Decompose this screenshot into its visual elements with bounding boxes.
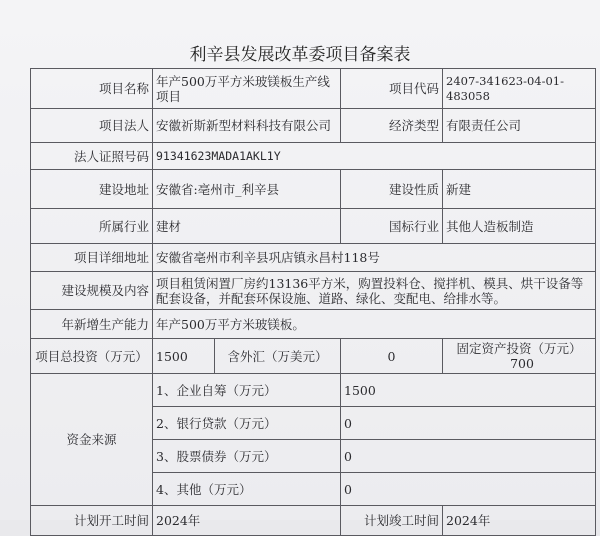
scale-label: 建设规模及内容 [31,272,153,310]
national-industry-value: 其他人造板制造 [443,209,596,244]
end-time-label: 计划竣工时间 [341,506,443,536]
capacity-label: 年新增生产能力 [31,310,153,339]
legal-entity-label: 项目法人 [31,109,153,143]
detail-address-value: 安徽省亳州市利辛县巩店镇永昌村118号 [153,244,596,272]
industry-label: 所属行业 [31,209,153,244]
industry-value: 建材 [153,209,341,244]
location-label: 建设地址 [31,170,153,209]
funding-item-label: 1、企业自筹（万元） [153,374,341,407]
funding-label: 资金来源 [31,374,153,506]
project-name-label: 项目名称 [31,69,153,109]
fixed-investment-value: 700 [510,356,534,371]
national-industry-label: 国标行业 [341,209,443,244]
row-investment [31,339,596,374]
funding-item-label: 4、其他（万元） [153,473,341,506]
funding-item-value: 0 [341,440,596,473]
project-name-value: 年产500万平方米玻镁板生产线项目 [153,69,341,109]
total-investment-value: 1500 [153,339,215,374]
project-code-value: 2407-341623-04-01-483058 [443,69,596,109]
fixed-investment-label [443,339,596,374]
start-time-value: 2024年 [153,506,341,536]
capacity-value: 年产500万平方米玻镁板。 [153,310,596,339]
row-license [31,143,596,170]
row-project-name [31,69,596,109]
row-detail-address [31,244,596,272]
detail-address-label: 项目详细地址 [31,244,153,272]
funding-item-value: 1500 [341,374,596,407]
filing-form-table [30,68,596,536]
funding-item-label: 2、银行贷款（万元） [153,407,341,440]
row-capacity [31,310,596,339]
funding-item-value: 0 [341,407,596,440]
economic-type-label: 经济类型 [341,109,443,143]
location-value: 安徽省:亳州市_利辛县 [153,170,341,209]
start-time-label: 计划开工时间 [31,506,153,536]
row-industry [31,209,596,244]
license-value: 91341623MADA1AKL1Y [153,143,596,170]
row-legal-entity [31,109,596,143]
row-funding-1 [31,374,596,407]
project-code-label: 项目代码 [341,69,443,109]
forex-label: 含外汇（万美元） [215,339,341,374]
economic-type-value: 有限责任公司 [443,109,596,143]
row-location [31,170,596,209]
funding-item-value: 0 [341,473,596,506]
nature-value: 新建 [443,170,596,209]
funding-item-label: 3、股票债券（万元） [153,440,341,473]
legal-entity-value: 安徽祈斯新型材料科技有限公司 [153,109,341,143]
end-time-value: 2024年 [443,506,596,536]
row-schedule [31,506,596,536]
license-label: 法人证照号码 [31,143,153,170]
document-title: 利辛县发展改革委项目备案表 [189,45,411,65]
scale-value: 项目租赁闲置厂房约13136平方米，购置投料仓、搅拌机、模具、烘干设备等配套设备，并配套环保设施、道路、绿化、变配电、给排水等。 [153,272,596,310]
total-investment-label: 项目总投资（万元） [31,339,153,374]
forex-value: 0 [341,339,443,374]
row-scale [31,272,596,310]
fixed-investment-label-text: 固定资产投资（万元） [456,341,582,356]
nature-label: 建设性质 [341,170,443,209]
